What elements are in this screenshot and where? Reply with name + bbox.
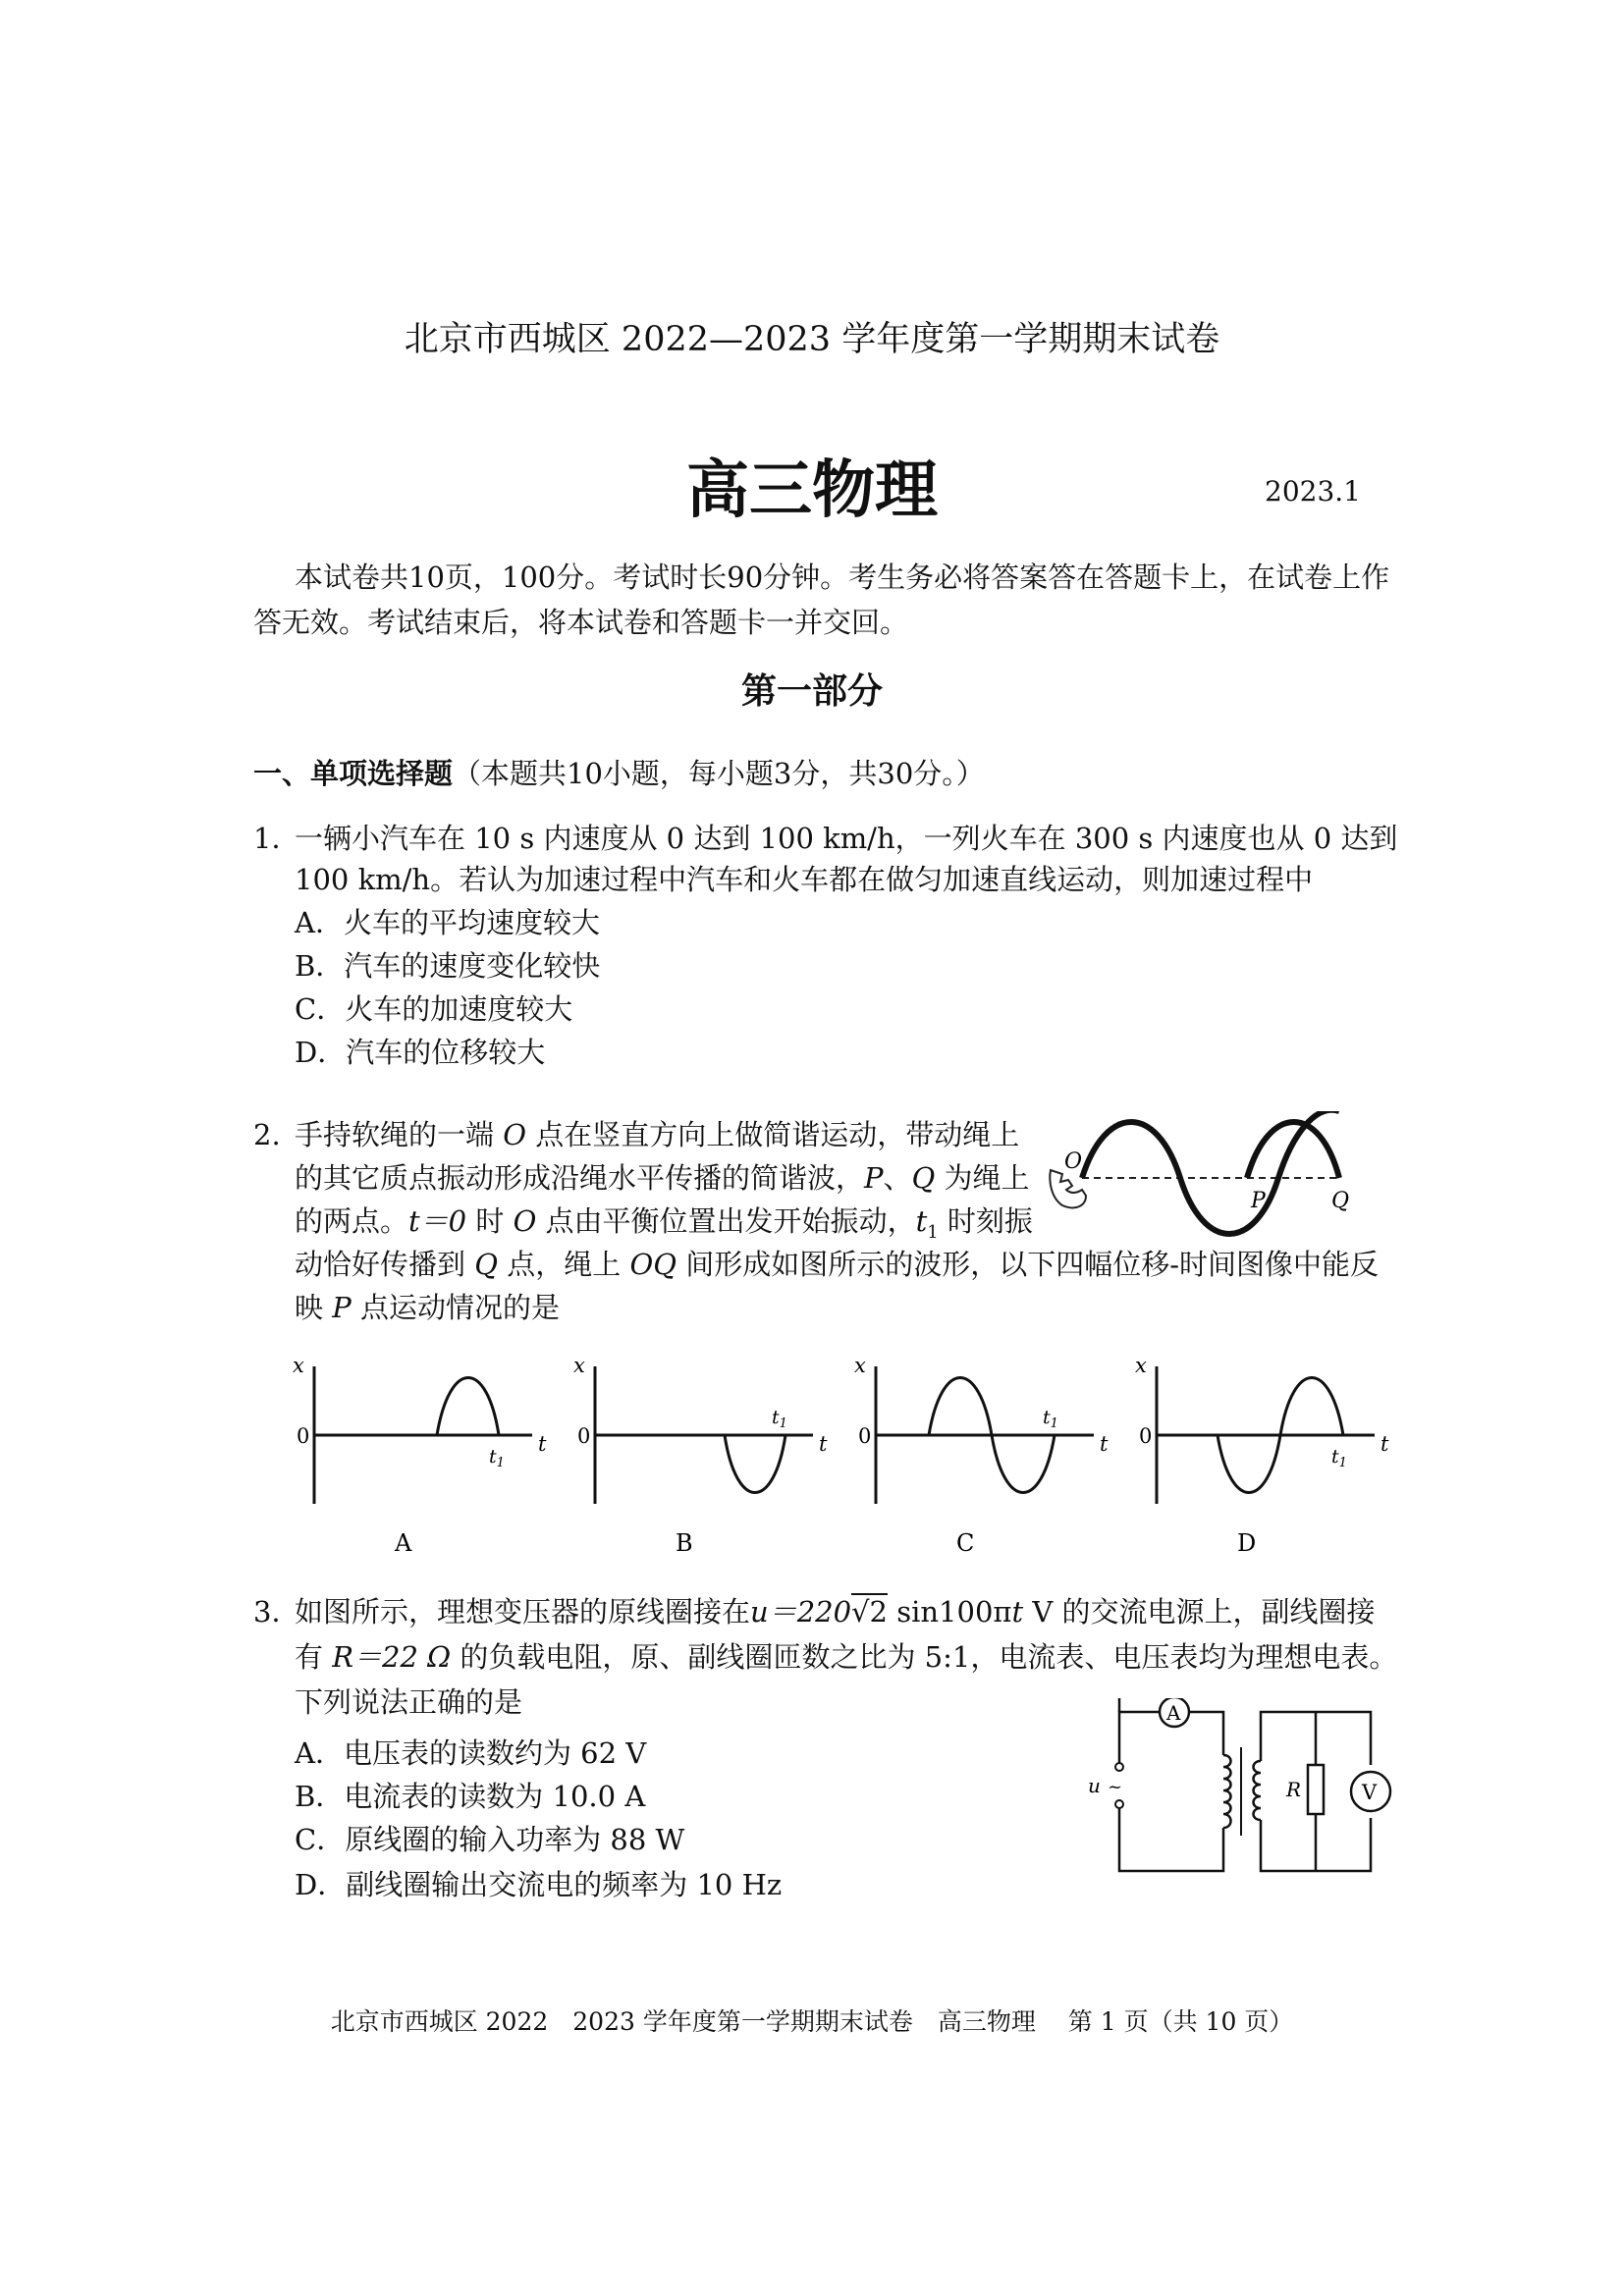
time-var: t xyxy=(1011,1595,1024,1629)
q1-line-2: 100 km/h。若认为加速过程中汽车和火车都在做匀加速直线运动，则加速过程中 xyxy=(295,863,1314,896)
point-q: Q xyxy=(911,1161,936,1195)
option-label-a: A xyxy=(395,1529,412,1557)
axis-zero: 0 xyxy=(577,1424,591,1448)
primary-coil xyxy=(1223,1755,1231,1828)
q2-line-1 xyxy=(295,1113,1019,1156)
transformer-circuit xyxy=(1080,1698,1394,1885)
axis-x-label: x xyxy=(1135,1354,1147,1377)
source-tilde: ~ xyxy=(1108,1777,1123,1797)
q2-line-5 xyxy=(295,1286,560,1329)
axis-t-label: t xyxy=(1380,1432,1389,1456)
exam-date: 2023.1 xyxy=(1265,475,1361,507)
resistor xyxy=(1308,1765,1324,1814)
axis-t-label: t xyxy=(538,1432,547,1456)
t1-subscript: 1 xyxy=(927,1221,939,1243)
q3-number: 3． xyxy=(253,1595,300,1629)
q2-line-2 xyxy=(295,1156,1030,1200)
rope-wave xyxy=(1082,1111,1339,1234)
q3-line-1 xyxy=(295,1590,1376,1633)
curve-b xyxy=(725,1435,785,1493)
intro-line-2: 答无效。考试结束后，将本试卷和答题卡一并交回。 xyxy=(253,606,909,639)
t1-label xyxy=(772,1407,787,1431)
q1-option-c: C．火车的加速度较大 xyxy=(295,992,573,1026)
source-label: u xyxy=(1088,1774,1101,1797)
q2-text: 、 xyxy=(883,1161,912,1195)
q1-line-1: 一辆小汽车在 10 s 内速度从 0 达到 100 km/h，一列火车在 300 s 内速度也从 0 达到 xyxy=(295,822,1398,855)
sqrt-arg: 2 xyxy=(869,1595,888,1629)
axis-t-label: t xyxy=(1100,1432,1109,1456)
q2-text: 手持软绳的一端 xyxy=(295,1118,504,1151)
label-p: P xyxy=(1251,1189,1266,1213)
q2-text: 点运动情况的是 xyxy=(351,1291,560,1324)
segment-oq: OQ xyxy=(629,1248,677,1281)
page-footer: 北京市西城区 2022 2023 学年度第一学期期末试卷 高三物理 第 1 页（共 10 页） xyxy=(330,2007,1294,2036)
t1-label xyxy=(1043,1407,1058,1431)
q2-text: 时刻振 xyxy=(938,1204,1033,1238)
voltage-expression: u＝220 xyxy=(750,1595,852,1629)
t1: t xyxy=(1043,1407,1051,1428)
point-q: Q xyxy=(474,1248,498,1281)
secondary-coil xyxy=(1254,1761,1262,1820)
subject-title: 高三物理 xyxy=(686,454,938,527)
q2-text: 点由平衡位置出发开始振动， xyxy=(536,1204,916,1238)
label-q: Q xyxy=(1331,1189,1350,1213)
q2-text: 间形成如图所示的波形，以下四幅位移-时间图像中能反 xyxy=(677,1248,1380,1281)
q2-text: 的两点。 xyxy=(295,1204,409,1238)
sin-term: sin100π xyxy=(887,1595,1012,1629)
q1-option-b: B．汽车的速度变化较快 xyxy=(295,949,601,983)
q2-text: 的其它质点振动形成沿绳水平传播的简谐波， xyxy=(295,1161,865,1195)
terminal-top xyxy=(1115,1763,1123,1771)
option-label-c: C xyxy=(956,1529,975,1557)
q3-text: 有 xyxy=(295,1640,333,1674)
q2-text: 动恰好传播到 xyxy=(295,1248,475,1281)
point-p: P xyxy=(864,1161,884,1195)
q3-text: 的负载电阻，原、副线圈匝数之比为 5:1，电流表、电压表均为理想电表。 xyxy=(451,1640,1398,1674)
q2-text: 为绳上 xyxy=(935,1161,1030,1195)
q2-text: 映 xyxy=(295,1291,333,1324)
t1-sub: 1 xyxy=(1338,1456,1347,1470)
t1: t xyxy=(489,1446,497,1468)
axis-x-label: x xyxy=(573,1354,585,1377)
axis-zero: 0 xyxy=(1139,1424,1153,1448)
rope-wave-end xyxy=(1247,1122,1339,1178)
q3-option-d: D．副线圈输出交流电的频率为 10 Hz xyxy=(295,1868,783,1901)
ammeter-label: A xyxy=(1166,1701,1181,1725)
q3-line-3: 下列说法正确的是 xyxy=(295,1685,523,1719)
axis-zero: 0 xyxy=(297,1424,310,1448)
part-title: 第一部分 xyxy=(740,671,883,712)
point-o: O xyxy=(513,1204,537,1238)
q2-number: 2. xyxy=(253,1118,281,1151)
q3-line-2 xyxy=(295,1635,1397,1679)
voltmeter-label: V xyxy=(1362,1781,1378,1804)
xt-graphs xyxy=(285,1345,1424,1561)
q3-text: 如图所示，理想变压器的原线圈接在 xyxy=(295,1595,751,1629)
resistor-label: R xyxy=(1286,1778,1302,1801)
option-label-d: D xyxy=(1237,1529,1257,1557)
point-o: O xyxy=(503,1118,526,1151)
t-equals-zero: t＝0 xyxy=(408,1204,467,1238)
t1-symbol: t xyxy=(915,1204,928,1238)
q2-text: 时 xyxy=(466,1204,514,1238)
primary-wire-top xyxy=(1119,1712,1159,1763)
q1-option-d: D．汽车的位移较大 xyxy=(295,1036,546,1069)
q1-number: 1． xyxy=(253,822,300,855)
option-label-b: B xyxy=(676,1529,693,1557)
axis-t-label: t xyxy=(819,1432,828,1456)
sqrt-two: √2 xyxy=(851,1595,888,1629)
graph-a xyxy=(293,1354,547,1557)
t1-sub: 1 xyxy=(496,1456,505,1470)
exam-title: 北京市西城区 2022—2023 学年度第一学期期末试卷 xyxy=(404,320,1220,359)
q1-option-a: A．火车的平均速度较大 xyxy=(295,906,600,939)
t1: t xyxy=(1331,1446,1339,1468)
axis-x-label: x xyxy=(293,1354,304,1377)
t1-label xyxy=(489,1446,505,1470)
section-title: 一、单项选择题 xyxy=(253,757,454,790)
t1-sub: 1 xyxy=(779,1416,787,1431)
t1: t xyxy=(772,1407,780,1428)
curve-a xyxy=(437,1378,499,1436)
point-p: P xyxy=(332,1291,352,1324)
axis-zero: 0 xyxy=(858,1424,872,1448)
intro-line-1: 本试卷共10页，100分。考试时长90分钟。考生务必将答案答在答题卡上，在试卷上作 xyxy=(295,561,1390,594)
axis-x-label: x xyxy=(854,1354,866,1377)
graph-c xyxy=(854,1354,1109,1557)
section-heading xyxy=(253,752,985,795)
q3-option-c: C．原线圈的输入功率为 88 W xyxy=(295,1823,685,1856)
q3-text: V 的交流电源上，副线圈接 xyxy=(1023,1595,1376,1629)
graph-b xyxy=(573,1354,828,1557)
q3-option-a: A．电压表的读数约为 62 V xyxy=(295,1736,647,1770)
t1-label xyxy=(1331,1446,1347,1470)
primary-wire-bottom xyxy=(1119,1808,1223,1871)
label-o: O xyxy=(1064,1149,1083,1174)
rope-wave-figure xyxy=(1047,1111,1371,1249)
section-note: （本题共10小题，每小题3分，共30分。） xyxy=(453,757,985,790)
q2-text: 点，绳上 xyxy=(498,1248,630,1281)
q2-line-4 xyxy=(295,1243,1379,1286)
t1-sub: 1 xyxy=(1050,1416,1058,1431)
q2-text: 点在竖直方向上做简谐运动，带动绳上 xyxy=(526,1118,1020,1151)
terminal-bottom xyxy=(1115,1800,1123,1808)
q3-option-b: B．电流表的读数为 10.0 A xyxy=(295,1780,646,1813)
resistance-value: R＝22 Ω xyxy=(332,1640,452,1674)
primary-wire-top-right xyxy=(1190,1712,1223,1755)
graph-d xyxy=(1135,1354,1389,1557)
